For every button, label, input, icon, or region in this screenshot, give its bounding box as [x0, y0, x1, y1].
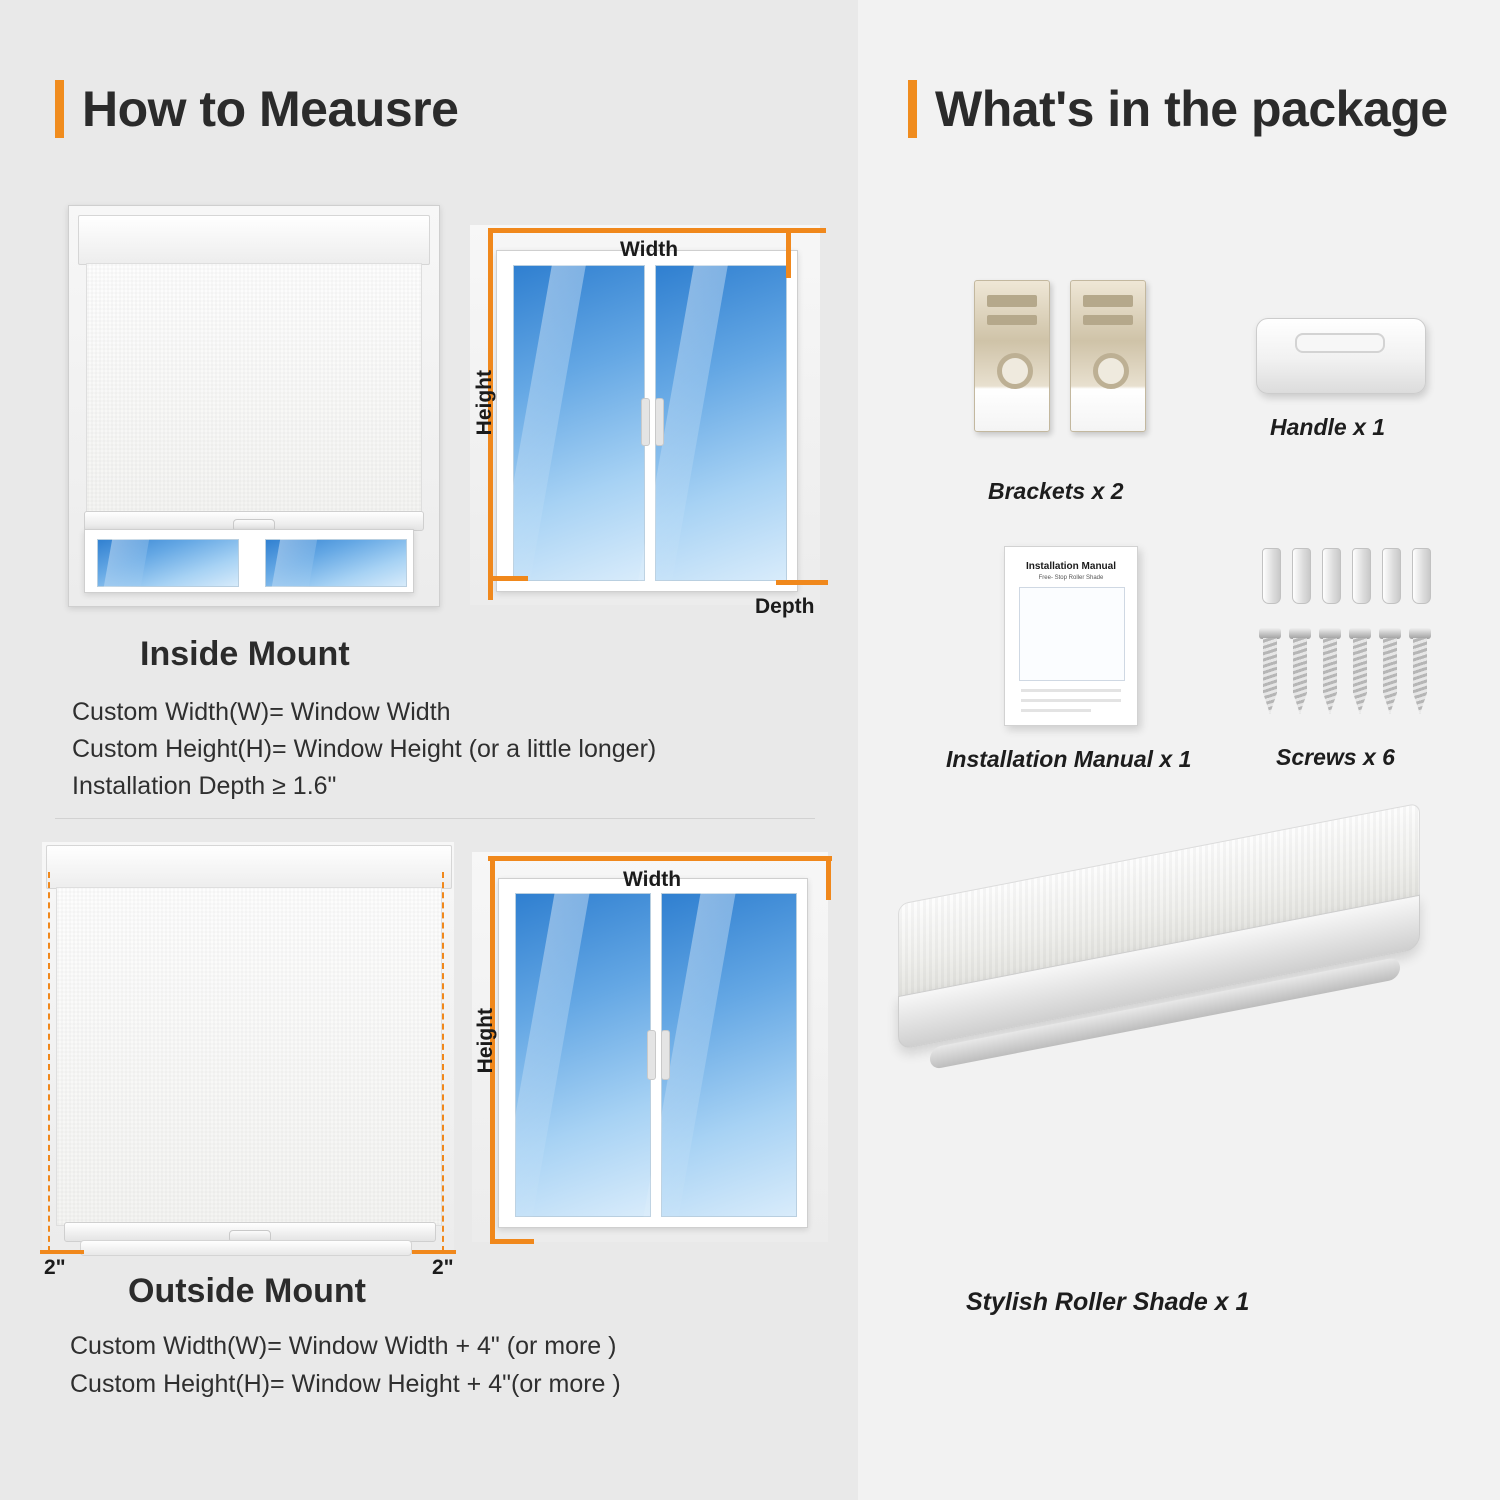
brackets-caption: Brackets x 2 — [988, 478, 1124, 504]
screw-3 — [1322, 628, 1338, 714]
inside-spec-3: Installation Depth ≥ 1.6" — [72, 772, 337, 800]
depth-dimension-line — [776, 580, 828, 585]
screw-4 — [1352, 628, 1368, 714]
height-label: Height — [473, 370, 496, 436]
screws-caption: Screws x 6 — [1276, 744, 1395, 770]
screw-2 — [1292, 628, 1308, 714]
left-extension-dash — [48, 872, 50, 1252]
roller-shade-caption: Stylish Roller Shade x 1 — [966, 1288, 1250, 1316]
bracket-item-2 — [1070, 280, 1146, 432]
outside-window-handle-left — [647, 1030, 656, 1080]
package-heading — [908, 80, 1448, 138]
outside-shade-headrail — [46, 845, 452, 889]
measure-glass-left — [510, 262, 648, 584]
outside-measure-glass-left — [512, 890, 654, 1220]
outside-window-handle-right — [661, 1030, 670, 1080]
inside-mount-name: Inside Mount — [140, 635, 350, 673]
package-contents-panel — [858, 0, 1500, 1500]
handle-caption: Handle x 1 — [1270, 414, 1386, 440]
manual-diagram-box — [1019, 587, 1125, 681]
accent-bar-2 — [908, 80, 917, 138]
outside-width-tick-right — [826, 856, 831, 900]
wall-anchor-6 — [1412, 548, 1431, 604]
window-handle-left — [641, 398, 650, 446]
how-to-measure-heading — [55, 80, 458, 138]
outside-width-label: Width — [623, 868, 682, 891]
wall-anchor-3 — [1322, 548, 1341, 604]
outside-window-sill — [80, 1240, 412, 1256]
measure-glass-right — [652, 262, 790, 584]
outside-shade-fabric — [56, 887, 442, 1226]
outside-mount-name: Outside Mount — [128, 1272, 366, 1310]
screw-6 — [1412, 628, 1428, 714]
screw-1 — [1262, 628, 1278, 714]
outside-width-dimension-line — [488, 856, 832, 861]
accent-bar — [55, 80, 64, 138]
wall-anchor-2 — [1292, 548, 1311, 604]
manual-title: Installation Manual — [1025, 561, 1116, 572]
roller-shade-item — [878, 880, 1438, 1230]
width-label: Width — [620, 238, 679, 261]
outside-measure-glass-right — [658, 890, 800, 1220]
outside-height-label: Height — [474, 1008, 497, 1074]
wall-anchor-1 — [1262, 548, 1281, 604]
inside-spec-1: Custom Width(W)= Window Width — [72, 698, 451, 726]
shade-fabric — [86, 263, 422, 515]
panel-divider — [55, 818, 815, 819]
outside-spec-2: Custom Height(H)= Window Height + 4"(or more ) — [70, 1370, 621, 1398]
shade-headrail — [78, 215, 430, 265]
outside-spec-1: Custom Width(W)= Window Width + 4" (or more ) — [70, 1332, 617, 1360]
wall-anchor-4 — [1352, 548, 1371, 604]
wall-anchor-5 — [1382, 548, 1401, 604]
manual-subtitle: Free- Stop Roller Shade — [1038, 575, 1104, 581]
manual-caption: Installation Manual x 1 — [946, 746, 1192, 772]
handle-item — [1256, 318, 1426, 394]
width-tick-right — [786, 228, 791, 278]
left-extension-line — [40, 1250, 84, 1254]
roller-shade-body — [878, 771, 1438, 1210]
installation-manual-item — [1004, 546, 1138, 726]
height-tick-bottom — [488, 576, 528, 581]
inside-spec-2: Custom Height(H)= Window Height (or a little longer) — [72, 735, 657, 763]
left-extension-label: 2" — [44, 1256, 66, 1279]
bracket-item-1 — [974, 280, 1050, 432]
window-handle-right — [655, 398, 664, 446]
right-extension-label: 2" — [432, 1256, 454, 1279]
window-glass-right — [262, 536, 410, 590]
right-extension-line — [412, 1250, 456, 1254]
window-glass-left — [94, 536, 242, 590]
screw-5 — [1382, 628, 1398, 714]
package-heading-text: What's in the package — [935, 81, 1448, 137]
depth-label: Depth — [755, 595, 815, 618]
right-extension-dash — [442, 872, 444, 1252]
heading-text: How to Meausre — [82, 81, 459, 137]
width-dimension-line — [488, 228, 826, 233]
outside-height-tick-bottom — [490, 1239, 534, 1244]
